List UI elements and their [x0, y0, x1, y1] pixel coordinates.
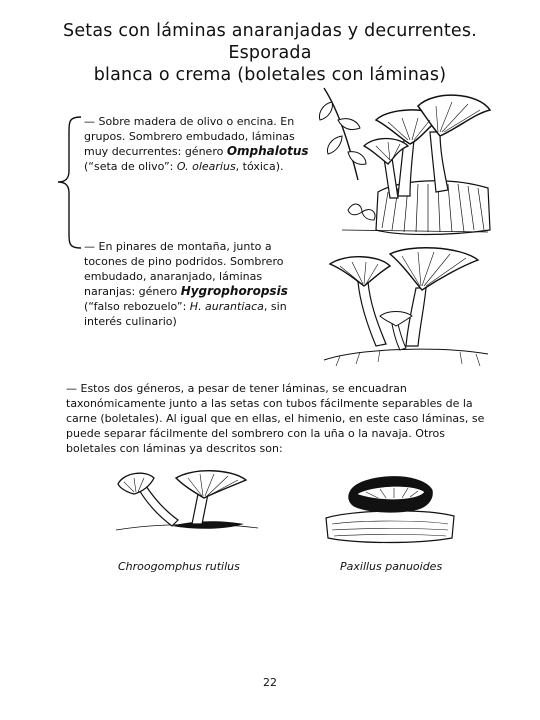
- hygrophoropsis-text-2: (“falso rebozuelo”:: [84, 300, 190, 313]
- omphalotus-text-1: — Sobre madera de olivo o encina. En grupos. Sombrero embudado, láminas muy decurrentes: género: [84, 115, 295, 158]
- hygrophoropsis-illustration: [320, 242, 490, 370]
- caption-chroogomphus: Chroogomphus rutilus: [118, 560, 240, 573]
- omphalotus-description: [84, 114, 314, 174]
- caption-paxillus: Paxillus panuoides: [340, 560, 443, 573]
- omphalotus-species: O. olearius: [176, 160, 236, 173]
- omphalotus-illustration: [318, 80, 494, 240]
- hygrophoropsis-species: H. aurantiaca: [189, 300, 264, 313]
- page-number: 22: [263, 676, 277, 689]
- omphalotus-text-2: (“seta de olivo”:: [84, 160, 177, 173]
- page-title-line-1: Setas con láminas anaranjadas y decurrentes. Esporada: [63, 21, 477, 63]
- paxillus-illustration: [322, 464, 458, 546]
- omphalotus-genus: Omphalotus: [226, 144, 309, 158]
- hygrophoropsis-text-3: , sin interés culinario): [84, 300, 287, 328]
- chroogomphus-illustration: [112, 468, 262, 536]
- hygrophoropsis-text-1: — En pinares de montaña, junto a tocones de pino podridos. Sombrero embudado, anaranjado, láminas naranjas: género: [84, 240, 284, 298]
- hygrophoropsis-genus: Hygrophoropsis: [180, 284, 288, 298]
- boletales-description: — Estos dos géneros, a pesar de tener láminas, se encuadran taxonómicamente junto a las setas con tubos fácilmente separables de la carne (boletales). Al igual que en ellas, el himenio, en este caso láminas, se puede separar fácilmente del sombrero con la uña o la navaja. Otros boletales con láminas ya descritos son:: [66, 382, 485, 455]
- hygrophoropsis-description: [84, 239, 316, 329]
- curly-brace: [55, 115, 85, 250]
- omphalotus-text-3: , tóxica).: [235, 160, 284, 173]
- page-title: [20, 20, 520, 86]
- page-title-line-2: blanca o crema (boletales con láminas): [93, 65, 447, 85]
